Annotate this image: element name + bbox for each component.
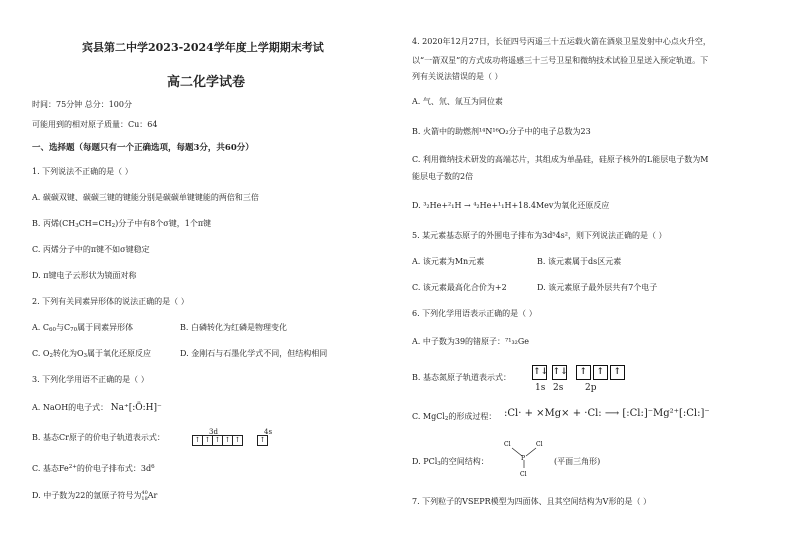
orbital-label-1s: 1s (535, 383, 546, 393)
n-orbital-diagram: ↑↓ ↑↓ ↑ ↑ ↑ (532, 365, 627, 380)
question-6: 6. 下列化学用语表示正确的是（ ） (412, 309, 537, 318)
orbital-label-2p: 2p (585, 383, 597, 393)
q2-option-d: D. 金刚石与石墨化学式不同，但结构相同 (180, 349, 328, 358)
question-7: 7. 下列粒子的VSEPR模型为四面体、且其空间结构为V形的是（ ） (412, 497, 651, 506)
q1-option-d: D. π键电子云形状为镜面对称 (32, 271, 137, 280)
q5-option-d: D. 该元素原子最外层共有7个电子 (537, 283, 658, 292)
atomic-mass: 可能用到的相对原子质量：Cu：64 (32, 120, 158, 129)
q6-option-a: A. 中子数为39的锗原子：⁷¹₃₂Ge (412, 337, 529, 346)
q1-option-c: C. 丙烯分子中的π键不如σ键稳定 (32, 245, 150, 254)
q2-option-b: B. 白磷转化为红磷是物理变化 (180, 323, 287, 332)
q4-option-d: D. ³₂He+²₁H → ⁴₂He+¹₁H+18.4Mev为氧化还原反应 (412, 201, 610, 210)
question-1: 1. 下列说法不正确的是（ ） (32, 167, 133, 176)
q2-option-c: C. O2转化为O3属于氧化还原反应 (32, 349, 152, 359)
q1-option-a: A. 碳碳双键、碳碳三键的键能分别是碳碳单键键能的两倍和三倍 (32, 193, 259, 202)
question-2: 2. 下列有关同素异形体的说法正确的是（ ） (32, 297, 189, 306)
time-info: 时间：75分钟 总分：100分 (32, 100, 132, 109)
q4-line2: 以“一箭双星”的方式成功将遥感三十三号卫星和微纳技术试验卫星送入预定轨道。下 (412, 56, 709, 65)
q3-option-c: C. 基态$Fe^{2+}$的价电子排布式：$3d^6$ (32, 464, 155, 473)
q3-option-b: B. 基态Cr原子的价电子轨道表示式： (32, 433, 165, 442)
question-3: 3. 下列化学用语不正确的是（ ） (32, 375, 149, 384)
q5-option-b: B. 该元素属于ds区元素 (537, 257, 622, 266)
q4-option-c-line1: C. 利用微纳技术研发的高端芯片，其组成为单晶硅，硅原子核外的L能层电子数为M (412, 155, 709, 164)
q4-option-c-line2: 能层电子数的2倍 (412, 172, 474, 181)
q4-line1: 4. 2020年12月27日，长征四号丙遥三十五运载火箭在酒泉卫星发射中心点火升空， (412, 37, 711, 46)
exam-title: 高二化学试卷 (167, 75, 246, 90)
q3-option-d: D. 中子数为22的氩原子符号为40 18Ar (32, 490, 158, 502)
q6-option-c: C. MgCl2的形成过程： (412, 412, 497, 422)
pcl3-atom-cl-2: Cl (536, 441, 543, 448)
school-title: 宾县第二中学2023-2024学年度上学期期末考试 (82, 41, 324, 54)
mgcl2-formation-equation: :Cl· + ×Mg× + ·Cl: ⟶ [:Cl:]⁻Mg²⁺[:Cl:]⁻ (504, 408, 710, 419)
orbital-label-4s: 4s (264, 428, 273, 436)
q5-option-c: C. 该元素最高化合价为+2 (412, 283, 507, 292)
q6-option-d: D. PCl3的空间结构： (412, 457, 489, 467)
q4-line3: 列有关说法错误的是（ ） (412, 72, 503, 81)
q3-option-a: A. NaOH的电子式： Na⁺[:Ö:H]⁻ (32, 403, 162, 413)
q2-option-a: A. C60与C70属于同素异形体 (32, 323, 134, 333)
pcl3-atom-cl-1: Cl (504, 441, 511, 448)
pcl3-structure (498, 438, 550, 478)
orbital-label-3d: 3d (209, 428, 218, 436)
left-column (32, 0, 392, 560)
question-5: 5. 某元素基态原子的外围电子排布为3d⁵4s²，则下列说法正确的是（ ） (412, 231, 667, 240)
pcl3-atom-p: P (521, 455, 526, 462)
q6-option-b: B. 基态氮原子轨道表示式： (412, 373, 511, 382)
q5-option-a: A. 该元素为Mn元素 (412, 257, 485, 266)
pcl3-atom-cl-3: Cl (520, 471, 527, 478)
cr-orbital-diagram: ↑ ↑ ↑ ↑ ↑ ↑ (192, 435, 267, 446)
q1-option-b: B. 丙烯(CH3CH=CH2)分子中有8个σ键，1个π键 (32, 219, 212, 229)
q4-option-a: A. 气、氘、氚互为同位素 (412, 97, 503, 106)
q6-option-d-note: (平面三角形) (554, 457, 601, 466)
orbital-label-2s: 2s (553, 383, 564, 393)
right-column (412, 0, 784, 560)
section-heading: 一、选择题（每题只有一个正确选项，每题3分，共60分） (32, 143, 254, 153)
q4-option-b: B. 火箭中的助燃剂¹⁴N¹⁶O₂分子中的电子总数为23 (412, 127, 591, 136)
